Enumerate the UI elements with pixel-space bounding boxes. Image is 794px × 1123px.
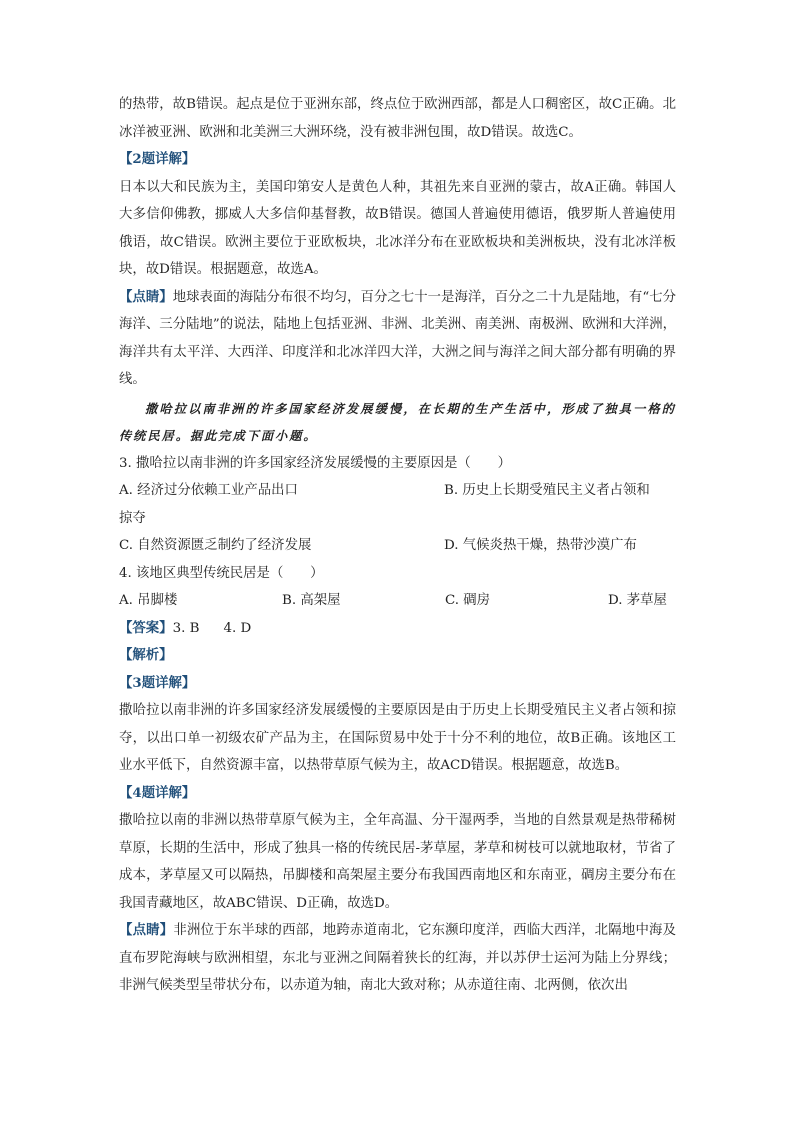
tip-2 <box>119 917 676 1000</box>
q3-options-row-1 <box>119 477 676 505</box>
q3-option-d: D. 气候炎热干燥，热带沙漠广布 <box>444 538 637 553</box>
answer-3: 3. B <box>172 620 200 636</box>
q3-option-c: C. 自然资源匮乏制约了经济发展 <box>119 538 312 553</box>
document-body <box>119 91 676 1000</box>
q3-stem: 3. 撒哈拉以南非洲的许多国家经济发展缓慢的主要原因是（ ） <box>119 455 511 471</box>
tip-1-text: 地球表面的海陆分布很不均匀，百分之七十一是海洋，百分之二十九是陆地，有“七分海洋、三分陆地”的说法，陆地上包括亚洲、非洲、北美洲、南美洲、南极洲、欧洲和大洋洲，海洋共有太平洋、大西洋、印度洋和北冰洋四大洋，大洲之间与海洋之间大部分都有明确的界线。 <box>119 289 677 387</box>
q3-option-b: B. 历史上长期受殖民主义者占领和 <box>444 483 650 498</box>
q4-stem: 4. 该地区典型传统民居是（ ） <box>119 565 324 581</box>
q4-option-c: C. 碉房 <box>445 593 491 608</box>
tip-1-label: 【点睛】 <box>119 288 173 305</box>
analysis-label: 【解析】 <box>119 647 173 663</box>
q4-detail-heading: 【4题详解】 <box>119 784 196 801</box>
q3-detail-text: 撒哈拉以南非洲的许多国家经济发展缓慢的主要原因是由于历史上长期受殖民主义者占领和掠夺，以出口单一初级农矿产品为主，在国际贸易中处于十分不利的地位，故B正确。该地区工业水平低下，自然资源丰富，以热带草原气候为主，故ACD错误。根据题意，故选B。 <box>119 703 676 773</box>
q3-options-row-2 <box>119 532 676 560</box>
q3-option-b-wrap: 掠夺 <box>119 510 146 526</box>
q2-detail-heading: 【2题详解】 <box>119 151 196 167</box>
q4-detail-text: 撒哈拉以南的非洲以热带草原气候为主，全年高温、分干湿两季，当地的自然景观是热带稀树草原，长期的生活中，形成了独具一格的传统民居-茅草屋，茅草和树枝可以就地取材，节省了成本，茅草屋又可以隔热，吊脚楼和高架屋主要分布我国西南地区和东南亚，碉房主要分布在我国青藏地区，故ABC错误、D正确，故选D。 <box>119 813 676 911</box>
q4-options-row <box>119 587 676 615</box>
tip-2-label: 【点睛】 <box>119 922 174 938</box>
answer-line <box>119 615 676 643</box>
q3-detail-heading: 【3题详解】 <box>119 674 196 691</box>
answer-label: 【答案】 <box>119 619 173 636</box>
q4-option-d: D. 茅草屋 <box>608 593 667 608</box>
question-intro: 撒哈拉以南非洲的许多国家经济发展缓慢，在长期的生产生活中，形成了独具一格的传统民居。据此完成下面小题。 <box>119 401 676 443</box>
tip-1 <box>119 284 676 394</box>
q4-option-b: B. 高架屋 <box>282 593 341 608</box>
q4-option-a: A. 吊脚楼 <box>119 593 178 608</box>
tip-2-text: 非洲位于东半球的西部，地跨赤道南北，它东濒印度洋，西临大西洋，北隔地中海及直布罗陀海峡与欧洲相望，东北与亚洲之间隔着狭长的红海，并以苏伊士运河为陆上分界线；非洲气候类型呈带状分布，以赤道为轴，南北大致对称；从赤道往南、北两侧，依次出 <box>119 923 677 993</box>
answer-4: 4. D <box>223 620 252 636</box>
previous-explanation: 的热带，故B错误。起点是位于亚洲东部，终点位于欧洲西部，都是人口稠密区，故C正确。北冰洋被亚洲、欧洲和北美洲三大洲环绕，没有被非洲包围，故D错误。故选C。 <box>119 97 676 140</box>
q2-detail-text: 日本以大和民族为主，美国印第安人是黄色人种，其祖先来自亚洲的蒙古，故A正确。韩国人大多信仰佛教，挪威人大多信仰基督教，故B错误。德国人普遍使用德语，俄罗斯人普遍使用俄语，故C错误。欧洲主要位于亚欧板块，北冰洋分布在亚欧板块和美洲板块，没有北冰洋板块，故D错误。根据题意，故选A。 <box>119 179 676 277</box>
q3-option-a: A. 经济过分依赖工业产品出口 <box>119 483 298 498</box>
